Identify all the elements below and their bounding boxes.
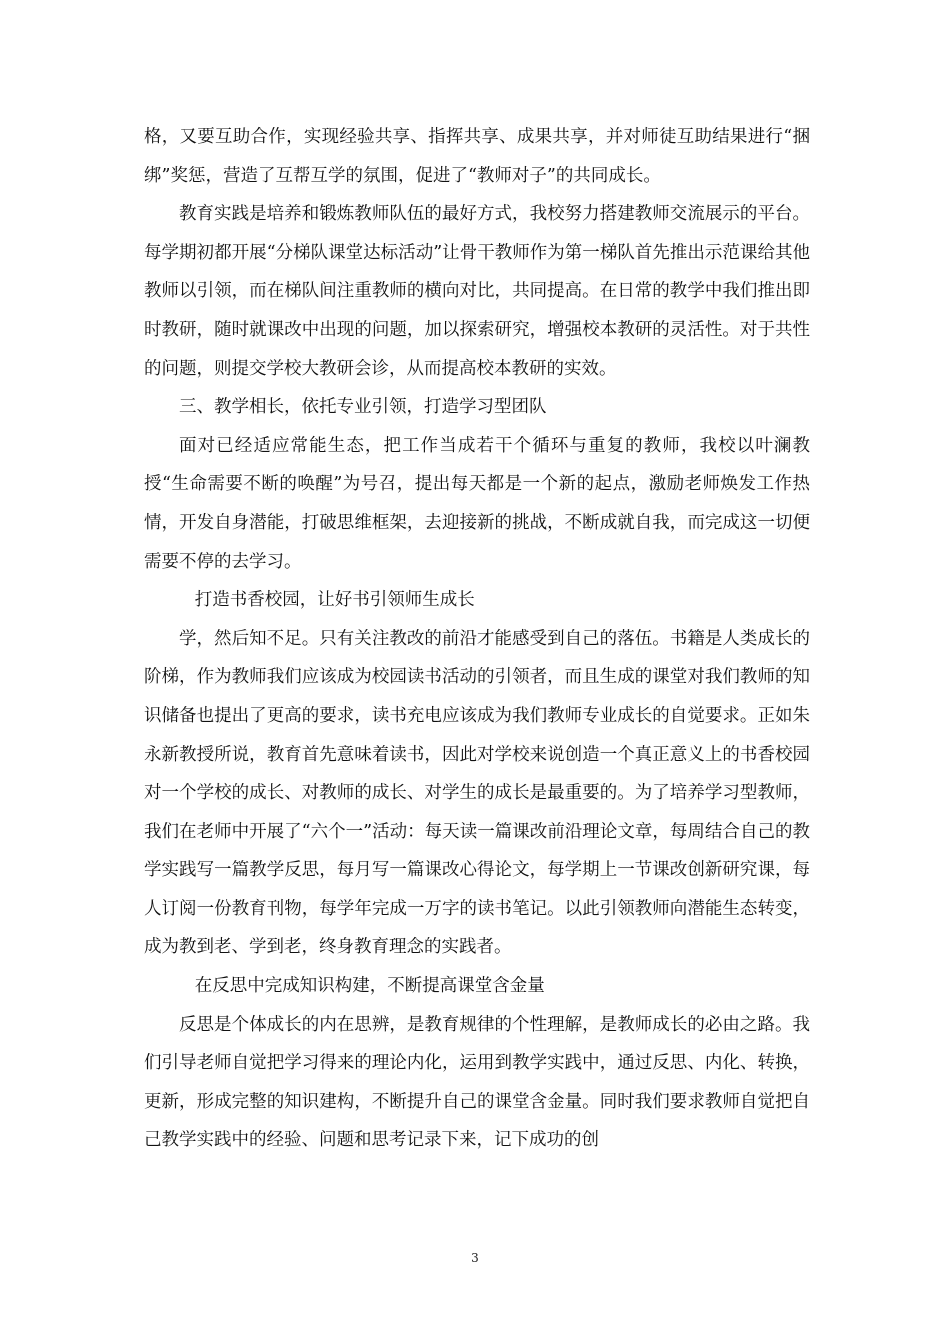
paragraph-reading: 学，然后知不足。只有关注教改的前沿才能感受到自己的落伍。书籍是人类成长的阶梯，作为教师我们应该成为校园读书活动的引领者，而且生成的课堂对我们教师的知识储备也提出了更高的要求，读书充电应该成为我们教师专业成长的自觉要求。正如朱永新教授所说，教育首先意味着读书，因此对学校来说创造一个真正意义上的书香校园对一个学校的成长、对教师的成长、对学生的成长是最重要的。为了培养学习型教师，我们在老师中开展了“六个一”活动：每天读一篇课改前沿理论文章，每周结合自己的教学实践写一篇教学反思，每月写一篇课改心得论文，每学期上一节课改创新研究课，每人订阅一份教育刊物，每学年完成一万字的读书笔记。以此引领教师向潜能生态转变，成为教到老、学到老，终身教育理念的实践者。	[144, 628, 810, 958]
paragraph-learning-team: 面对已经适应常能生态，把工作当成若干个循环与重复的教师，我校以叶澜教授“生命需要不断的唤醒”为号召，提出每天都是一个新的起点，激励老师焕发工作热情，开发自身潜能，打破思维框架，去迎接新的挑战，不断成就自我，而完成这一切便需要不停的去学习。	[144, 435, 810, 572]
page-number: 3	[471, 1251, 479, 1265]
paragraph-reflection: 反思是个体成长的内在思辨，是教育规律的个性理解，是教师成长的必由之路。我们引导老师自觉把学习得来的理论内化，运用到教学实践中，通过反思、内化、转换，更新，形成完整的知识建构，不断提升自己的课堂含金量。同时我们要求教师自觉把自己教学实践中的经验、问题和思考记录下来，记下成功的创	[144, 1014, 810, 1151]
paragraph-teaching-practice: 教育实践是培养和锻炼教师队伍的最好方式，我校努力搭建教师交流展示的平台。每学期初都开展“分梯队课堂达标活动”让骨干教师作为第一梯队首先推出示范课给其他教师以引领，而在梯队间注重教师的横向对比，共同提高。在日常的教学中我们推出即时教研，随时就课改中出现的问题，加以探索研究，增强校本教研的灵活性。对于共性的问题，则提交学校大教研会诊，从而提高校本教研的实效。	[144, 204, 810, 379]
paragraph-continuation: 格，又要互助合作，实现经验共享、指挥共享、成果共享，并对师徒互助结果进行“捆绑”奖惩，营造了互帮互学的氛围，促进了“教师对子”的共同成长。	[144, 127, 810, 186]
section-heading-three: 三、教学相长，依托专业引领，打造学习型团队	[179, 397, 547, 418]
subheading-book-campus: 打造书香校园，让好书引领师生成长	[194, 590, 475, 611]
body-text	[144, 118, 810, 1160]
subheading-reflection: 在反思中完成知识构建，不断提高课堂含金量	[194, 976, 545, 997]
